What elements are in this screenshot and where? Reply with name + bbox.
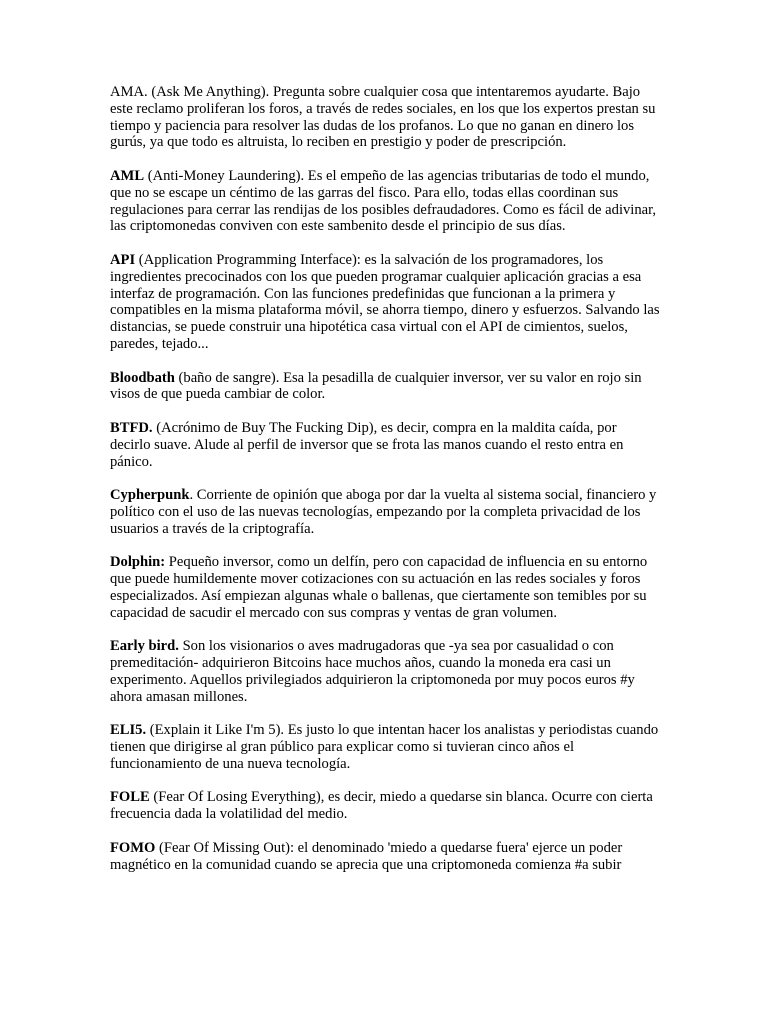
entry-text: (baño de sangre). Esa la pesadilla de cualquier inversor, ver su valor en rojo sin visos de que pueda cambiar de color.: [110, 369, 642, 403]
entry-term: Dolphin:: [110, 554, 166, 571]
glossary-entry-api: [110, 252, 660, 353]
entry-term: Bloodbath: [110, 369, 175, 386]
glossary-entry-cypherpunk: [110, 487, 660, 537]
entry-text: (Anti-Money Laundering). Es el empeño de las agencias tributarias de todo el mundo, que no se escape un céntimo de las garras del fisco. Para ello, todas ellas coordinan sus regulaciones para cerrar las rendijas de los posibles defraudadores. Como es fácil de adivinar, las criptomonedas conviven con este sambenito desde el principio de sus días.: [110, 167, 657, 235]
entry-text: (Fear Of Losing Everything), es decir, miedo a quedarse sin blanca. Ocurre con cierta frecuencia dada la volatilidad del medio.: [110, 789, 653, 823]
entry-term: FOMO: [110, 839, 156, 856]
glossary-entry-fole: [110, 789, 660, 823]
document-page: [110, 84, 660, 890]
glossary-entry-btfd: [110, 420, 660, 470]
entry-term: Early bird.: [110, 638, 179, 655]
entry-term: ELI5.: [110, 722, 147, 739]
entry-text: (Application Programming Interface): es la salvación de los programadores, los ingredientes precocinados con los que pueden programar cualquier aplicación gracias a esa interfaz de programación. Con las funciones predefinidas que funcionan a la primera y compatibles en la misma plataforma móvil, se ahorra tiempo, dinero y esfuerzos. Salvando las distancias, se puede construir una hipotética casa virtual con el API de cimientos, suelos, paredes, tejado...: [110, 251, 660, 352]
entry-term: API: [110, 251, 136, 268]
entry-text: (Acrónimo de Buy The Fucking Dip), es decir, compra en la maldita caída, por decirlo suave. Alude al perfil de inversor que se frota las manos cuando el resto entra en pánico.: [110, 419, 624, 470]
entry-text: Son los visionarios o aves madrugadoras que -ya sea por casualidad o con premeditación- adquirieron Bitcoins hace muchos años, cuando la moneda era casi un experimento. Aquellos privilegiados adquirieron la criptomoneda por muy pocos euros #y ahora amasan millones.: [110, 638, 635, 705]
glossary-entry-dolphin: [110, 554, 660, 621]
glossary-entry-aml: [110, 168, 660, 235]
glossary-entry-fomo: [110, 840, 660, 874]
entry-text: . Corriente de opinión que aboga por dar la vuelta al sistema social, financiero y político con el uso de las nuevas tecnologías, empezando por la completa privacidad de los usuarios a través de la criptografía.: [110, 487, 657, 537]
entry-text: Pequeño inversor, como un delfín, pero con capacidad de influencia en su entorno que puede humildemente mover cotizaciones con su actuación en las redes sociales y foros especializados. Así empiezan algunas whale o ballenas, que ciertamente son temibles por su capacidad de sacudir el mercado con sus compras y ventas de gran volumen.: [110, 554, 648, 621]
entry-term: Cypherpunk: [110, 487, 190, 504]
entry-text: (Explain it Like I'm 5). Es justo lo que intentan hacer los analistas y periodistas cuando tienen que dirigirse al gran público para explicar como si tuvieran cinco años el funcionamiento de una nueva tecnología.: [110, 722, 659, 772]
entry-term: AML: [110, 167, 145, 184]
glossary-entry-bloodbath: [110, 370, 660, 404]
glossary-entry-ama: [110, 84, 660, 151]
glossary-entry-eli5: [110, 722, 660, 772]
glossary-entry-early-bird: [110, 638, 660, 705]
entry-text: (Fear Of Missing Out): el denominado 'miedo a quedarse fuera' ejerce un poder magnético en la comunidad cuando se aprecia que una criptomoneda comienza #a subir: [110, 839, 623, 873]
entry-term: FOLE: [110, 789, 150, 806]
entry-text: AMA. (Ask Me Anything). Pregunta sobre cualquier cosa que intentaremos ayudarte. Bajo este reclamo proliferan los foros, a través de redes sociales, en los que los expertos prestan su tiempo y paciencia para resolver las dudas de los profanos. Lo que no ganan en dinero los gurús, ya que todo es altruista, lo reciben en prestigio y poder de prescripción.: [110, 84, 656, 151]
entry-term: BTFD.: [110, 419, 153, 436]
